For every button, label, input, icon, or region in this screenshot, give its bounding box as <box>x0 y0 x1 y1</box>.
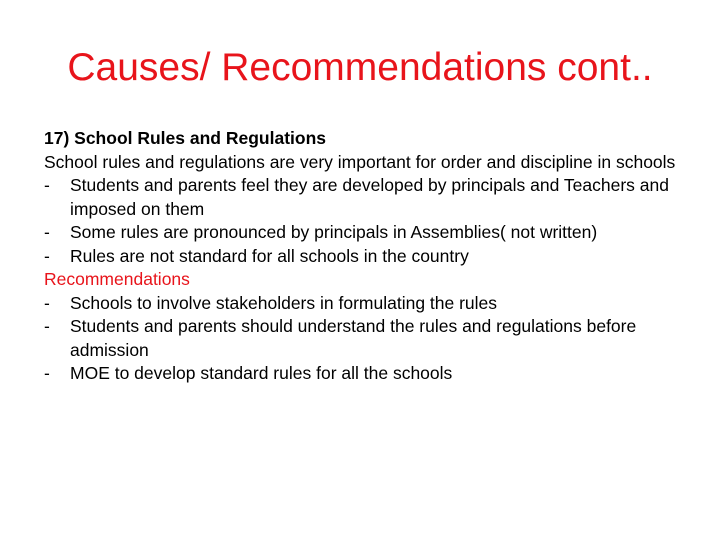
recommendations-heading: Recommendations <box>44 269 190 289</box>
list-item-text: MOE to develop standard rules for all the schools <box>70 363 453 383</box>
dash-bullet: - <box>44 245 50 266</box>
list-item-text: Schools to involve stakeholders in formulating the rules <box>70 292 498 313</box>
list-item <box>44 292 684 316</box>
list-item-text: Students and parents should understand the rules and regulations before admission <box>70 316 637 360</box>
list-item <box>44 174 684 221</box>
slide-body <box>44 127 684 386</box>
dash-bullet: - <box>44 316 50 336</box>
slide-title: Causes/ Recommendations cont.. <box>67 46 653 89</box>
list-item <box>44 362 684 386</box>
list-item-text: Students and parents feel they are developed by principals and Teachers and imposed on them <box>70 175 669 219</box>
list-item <box>44 221 684 245</box>
list-item <box>44 245 684 269</box>
dash-bullet: - <box>44 175 50 195</box>
list-item <box>44 315 684 362</box>
intro-text: School rules and regulations are very important for order and discipline in schools <box>44 151 676 172</box>
dash-bullet: - <box>44 222 50 242</box>
dash-bullet: - <box>44 292 50 313</box>
list-item-text: Rules are not standard for all schools in the country <box>70 245 469 266</box>
recommendations-list <box>44 292 684 386</box>
dash-bullet: - <box>44 363 50 383</box>
list-item-text: Some rules are pronounced by principals in Assemblies( not written) <box>70 222 598 242</box>
section-heading: 17) School Rules and Regulations <box>44 128 326 148</box>
causes-list <box>44 174 684 268</box>
